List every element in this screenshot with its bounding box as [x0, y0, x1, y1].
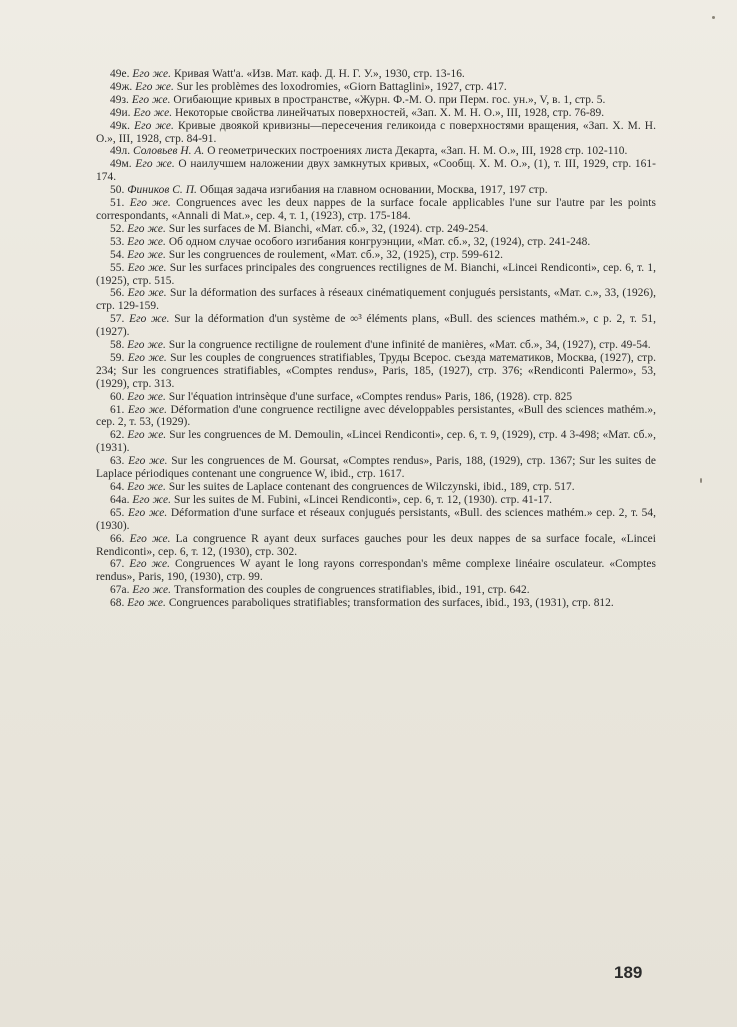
- entry-text: Sur les problèmes des loxodromies, «Giorn Battaglini», 1927, стр. 417.: [176, 80, 507, 93]
- entry-number: 49л.: [110, 145, 131, 158]
- bibliography-entry: [96, 145, 656, 158]
- entry-author: Его же.: [127, 597, 166, 610]
- entry-author: Его же.: [134, 119, 174, 132]
- entry-author: Его же.: [127, 390, 166, 403]
- entry-text: Sur les suites de M. Fubini, «Lincei Rendiconti», сер. 6, т. 12, (1930). стр. 41-17.: [173, 493, 552, 506]
- bibliography-entry: [96, 287, 656, 313]
- bibliography-entry: [96, 352, 656, 391]
- entry-number: 49e.: [110, 68, 130, 80]
- bibliography-entry: [96, 249, 656, 262]
- entry-author: Его же.: [127, 248, 166, 261]
- entry-number: 67.: [110, 558, 125, 571]
- entry-text: Sur les congruences de roulement, «Мат. сб.», 32, (1925), стр. 599-612.: [168, 248, 503, 261]
- entry-author: Его же.: [129, 558, 171, 571]
- entry-text: Некоторые свойства линейчатых поверхностей, «Зап. Х. М. Н. О.», III, 1928, стр. 76-89.: [175, 106, 605, 119]
- entry-text: La congruence R ayant deux surfaces gauches pour les deux nappes de sa surface focale, «Lincei Rendiconti», сер. 6, т. 12, (1930), стр. 302.: [96, 532, 656, 558]
- bibliography-entry: [96, 68, 656, 81]
- bibliography-entry: [96, 533, 656, 559]
- bibliography-entry: [96, 429, 656, 455]
- bibliography-entry: [96, 184, 656, 197]
- entry-author: Его же.: [135, 80, 174, 93]
- entry-number: 57.: [110, 313, 125, 326]
- entry-number: 53.: [110, 235, 125, 248]
- entry-text: Transformation des couples de congruences stratifiables, ibid., 191, стр. 642.: [173, 584, 530, 597]
- paper-speck: [712, 16, 715, 19]
- entry-text: Sur l'équation intrinsèque d'une surface, «Comptes rendus» Paris, 186, (1928). стр. 825: [168, 390, 573, 403]
- entry-number: 49к.: [110, 119, 130, 132]
- entry-text: Огибающие кривых в пространстве, «Журн. Ф.-М. О. при Перм. гос. ун.», V, в. 1, стр. 5.: [173, 93, 606, 106]
- entry-text: Déformation d'une surface et réseaux conjugués persistants, «Bull. des sciences mathém.» сер. 2, т. 54, (1930).: [96, 506, 656, 532]
- entry-author: Его же.: [132, 493, 172, 506]
- entry-author: Его же.: [132, 584, 172, 597]
- entry-number: 68.: [110, 597, 125, 610]
- entry-number: 54.: [110, 248, 125, 261]
- entry-text: Кривая Watt'a. «Изв. Мат. каф. Д. Н. Г. У.», 1930, стр. 13-16.: [173, 68, 465, 80]
- bibliography-entry: [96, 404, 656, 430]
- entry-text: Sur la déformation d'un système de ∞³ éléments plans, «Bull. des sciences mathém.», с р. 2, т. 51, (1927).: [96, 313, 657, 339]
- entry-number: 55.: [110, 261, 125, 274]
- entry-author: Его же.: [127, 235, 166, 248]
- entry-author: Его же.: [127, 339, 166, 352]
- page-number: 189: [614, 963, 643, 982]
- entry-text: Sur les surfaces principales des congruences rectilignes de M. Bianchi, «Lincei Rendiconti», сер. 6, т. 1, (1925), стр. 515.: [96, 261, 656, 287]
- bibliography-entry: [96, 507, 656, 533]
- entry-number: 49и.: [110, 106, 131, 119]
- entry-text: Sur la déformation des surfaces à réseaux cinématiquement conjugués persistants, «Мат. с.», 33, (1926), стр. 129-159.: [96, 287, 656, 313]
- entry-text: Об одном случае особого изгибания конгруэнции, «Мат. сб.», 32, (1924), стр. 241-248.: [168, 235, 591, 248]
- entry-text: Sur les congruences de M. Demoulin, «Lincei Rendiconti», сер. 6, т. 9, (1929), стр. 4 3-498; «Мат. сб.», (1931).: [96, 429, 656, 455]
- entry-number: 63.: [110, 455, 125, 468]
- entry-number: 49м.: [110, 158, 132, 171]
- entry-text: Congruences W ayant le long rayons correspondan's même complexe linéaire osculateur. «Comptes rendus», Paris, 190, (1930), стр. 99.: [96, 558, 656, 584]
- entry-author: Его же.: [133, 106, 173, 119]
- bibliography-list: [96, 68, 656, 610]
- bibliography-entry: [96, 81, 656, 94]
- bibliography-entry: [96, 223, 656, 236]
- entry-number: 64a.: [110, 493, 130, 506]
- entry-number: 49ж.: [110, 80, 133, 93]
- entry-number: 50.: [110, 184, 125, 197]
- entry-number: 61.: [110, 403, 125, 416]
- bibliography-entry: [96, 339, 656, 352]
- bibliography-entry: [96, 584, 656, 597]
- entry-author: Его же.: [127, 403, 168, 416]
- entry-author: Соловьев Н. А.: [133, 145, 205, 158]
- entry-author: Его же.: [127, 481, 166, 493]
- entry-text: Sur la congruence rectiligne de roulement d'une infinité de manières, «Мат. сб.», 34, (1927), стр. 49-54.: [168, 339, 651, 352]
- entry-author: Его же.: [135, 158, 175, 171]
- entry-text: Sur les suites de Laplace contenant des congruences de Wilczynski, ibid., 189, стр. 517.: [168, 481, 575, 493]
- entry-text: О наилучшем наложении двух замкнутых кривых, «Сообщ. Х. М. О.», (1), т. III, 1929, стр. 161-174.: [96, 158, 656, 184]
- entry-number: 51.: [110, 197, 125, 210]
- entry-text: Sur les couples de congruences stratifiables, Труды Всерос. съезда математиков, Москва, (1927), стр. 234; Sur les congruences stratifiables, «Comptes rendus», Paris, 185, (1927), стр. 376; «Rendiconti Palermo», 53, (1929), стр. 313.: [96, 351, 656, 390]
- bibliography-entry: [96, 313, 656, 339]
- bibliography-entry: [96, 494, 656, 507]
- entry-text: Кривые двоякой кривизны—пересечения геликоида с поверхностями вращения, «Зап. Х. М. Н. О.», III, 1928, стр. 84-91.: [96, 119, 656, 145]
- entry-author: Его же.: [129, 532, 171, 545]
- entry-author: Его же.: [129, 197, 171, 210]
- entry-author: Его же.: [128, 455, 168, 468]
- entry-author: Его же.: [129, 313, 170, 326]
- entry-number: 65.: [110, 506, 125, 519]
- bibliography-entry: [96, 94, 656, 107]
- entry-number: 58.: [110, 339, 125, 352]
- bibliography-entry: [96, 197, 656, 223]
- entry-author: Фиников С. П.: [127, 184, 197, 197]
- entry-author: Его же.: [127, 287, 167, 300]
- entry-author: Его же.: [127, 351, 167, 364]
- entry-number: 64.: [110, 481, 125, 493]
- entry-number: 66.: [110, 532, 125, 545]
- entry-number: 52.: [110, 222, 125, 235]
- entry-number: 60.: [110, 390, 125, 403]
- entry-number: 59.: [110, 351, 125, 364]
- bibliography-entry: [96, 481, 656, 494]
- entry-author: Его же.: [127, 222, 166, 235]
- entry-text: Sur les congruences de M. Goursat, «Comptes rendus», Paris, 188, (1929), стр. 1367; Sur les suites de Laplace périodiques contenant une congruence W, ibid., стр. 1617.: [96, 455, 656, 481]
- entry-number: 62.: [110, 429, 125, 442]
- bibliography-entry: [96, 391, 656, 404]
- paper-speck: [700, 478, 702, 483]
- entry-text: Déformation d'une congruence rectiligne avec développables persistantes, «Bull des sciences mathém.», сер. 2, т. 53, (1929).: [96, 403, 656, 429]
- entry-author: Его же.: [127, 261, 167, 274]
- bibliography-entry: [96, 262, 656, 288]
- entry-author: Его же.: [132, 68, 172, 80]
- bibliography-entry: [96, 107, 656, 120]
- entry-number: 56.: [110, 287, 125, 300]
- entry-text: О геометрических построениях листа Декарта, «Зап. Н. М. О.», III, 1928 стр. 102-110.: [207, 145, 628, 158]
- bibliography-entry: [96, 455, 656, 481]
- bibliography-entry: [96, 158, 656, 184]
- bibliography-entry: [96, 597, 656, 610]
- entry-text: Sur les surfaces de M. Bianchi, «Мат. сб.», 32, (1924). стр. 249-254.: [168, 222, 489, 235]
- entry-number: 67a.: [110, 584, 130, 597]
- bibliography-entry: [96, 120, 656, 146]
- entry-author: Его же.: [131, 93, 171, 106]
- entry-number: 49з.: [110, 93, 129, 106]
- entry-author: Его же.: [127, 429, 167, 442]
- bibliography-entry: [96, 236, 656, 249]
- entry-text: Общая задача изгибания на главном основании, Москва, 1917, 197 стр.: [199, 184, 548, 197]
- entry-author: Его же.: [127, 506, 168, 519]
- entry-text: Congruences paraboliques stratifiables; transformation des surfaces, ibid., 193, (1931), стр. 812.: [168, 597, 614, 610]
- bibliography-entry: [96, 558, 656, 584]
- entry-text: Congruences avec les deux nappes de la surface focale applicables l'une sur l'autre par les points correspondants, «Annali di Mat.», сер. 4, т. 1, (1923), стр. 175-184.: [96, 197, 656, 222]
